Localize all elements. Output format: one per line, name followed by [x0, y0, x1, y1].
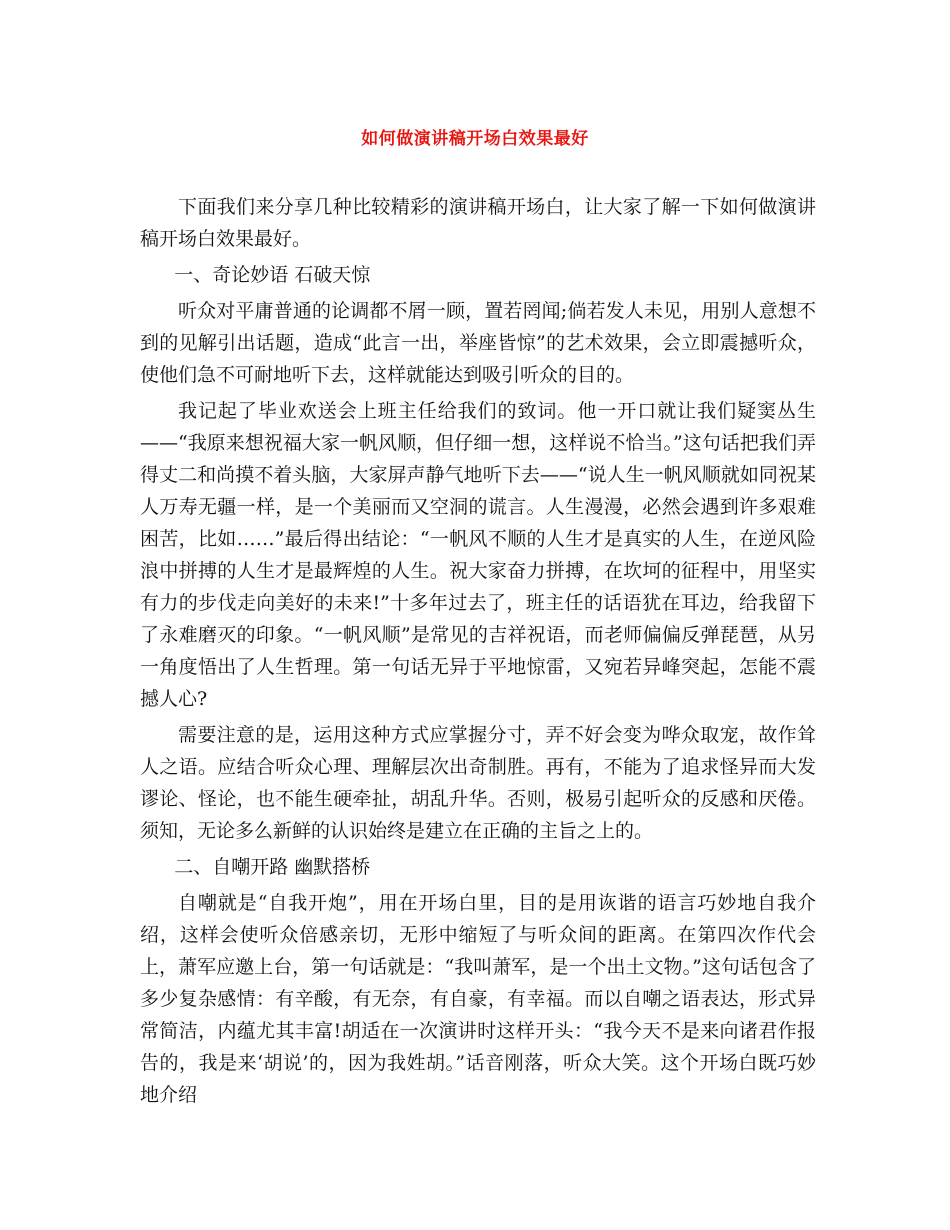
- document-body: [140, 191, 816, 1115]
- section-heading-2: 二、自嘲开路 幽默搭桥: [174, 856, 371, 878]
- paragraph-2: 我记起了毕业欢送会上班主任给我们的致词。他一开口就让我们疑窦丛生——“我原来想祝福大家一帆风顺，但仔细一想，这样说不恰当。”这句话把我们弄得丈二和尚摸不着头脑，大家屏声静气地听下去——“说人生一帆风顺就如同祝某人万寿无疆一样，是一个美丽而又空洞的谎言。人生漫漫，必然会遇到许多艰难困苦，比如……”最后得出结论：“一帆风不顺的人生才是真实的人生，在逆风险浪中拼搏的人生才是最辉煌的人生。祝大家奋力拼搏，在坎坷的征程中，用坚实有力的步伐走向美好的未来!”十多年过去了，班主任的话语犹在耳边，给我留下了永难磨灭的印象。“一帆风顺”是常见的吉祥祝语，而老师偏偏反弹琵琶，从另一角度悟出了人生哲理。第一句话无异于平地惊雷，又宛若异峰突起，怎能不震撼人心?: [140, 400, 816, 710]
- document-title: 如何做演讲稿开场白效果最好: [361, 129, 589, 149]
- paragraph-intro: 下面我们来分享几种比较精彩的演讲稿开场白，让大家了解一下如何做演讲稿开场白效果最好。: [140, 196, 816, 250]
- section-heading-1: 一、奇论妙语 石破天惊: [174, 264, 371, 286]
- paragraph-3: 需要注意的是，运用这种方式应掌握分寸，弄不好会变为哗众取宠，故作耸人之语。应结合听众心理、理解层次出奇制胜。再有，不能为了追求怪异而大发谬论、怪论，也不能生硬牵扯，胡乱升华。否则，极易引起听众的反感和厌倦。须知，无论多么新鲜的认识始终是建立在正确的主旨之上的。: [140, 724, 816, 842]
- paragraph-1: 听众对平庸普通的论调都不屑一顾，置若罔闻;倘若发人未见，用别人意想不到的见解引出话题，造成“此言一出，举座皆惊”的艺术效果，会立即震撼听众，使他们急不可耐地听下去，这样就能达到吸引听众的目的。: [140, 300, 816, 386]
- paragraph-4: 自嘲就是“自我开炮”，用在开场白里，目的是用诙谐的语言巧妙地自我介绍，这样会使听众倍感亲切，无形中缩短了与听众间的距离。在第四次作代会上，萧军应邀上台，第一句话就是：“我叫萧军，是一个出土文物。”这句话包含了多少复杂感情：有辛酸，有无奈，有自豪，有幸福。而以自嘲之语表达，形式异常简洁，内蕴尤其丰富!胡适在一次演讲时这样开头：“我今天不是来向诸君作报告的，我是来‘胡说’的，因为我姓胡。”话音刚落，听众大笑。这个开场白既巧妙地介绍: [140, 892, 816, 1106]
